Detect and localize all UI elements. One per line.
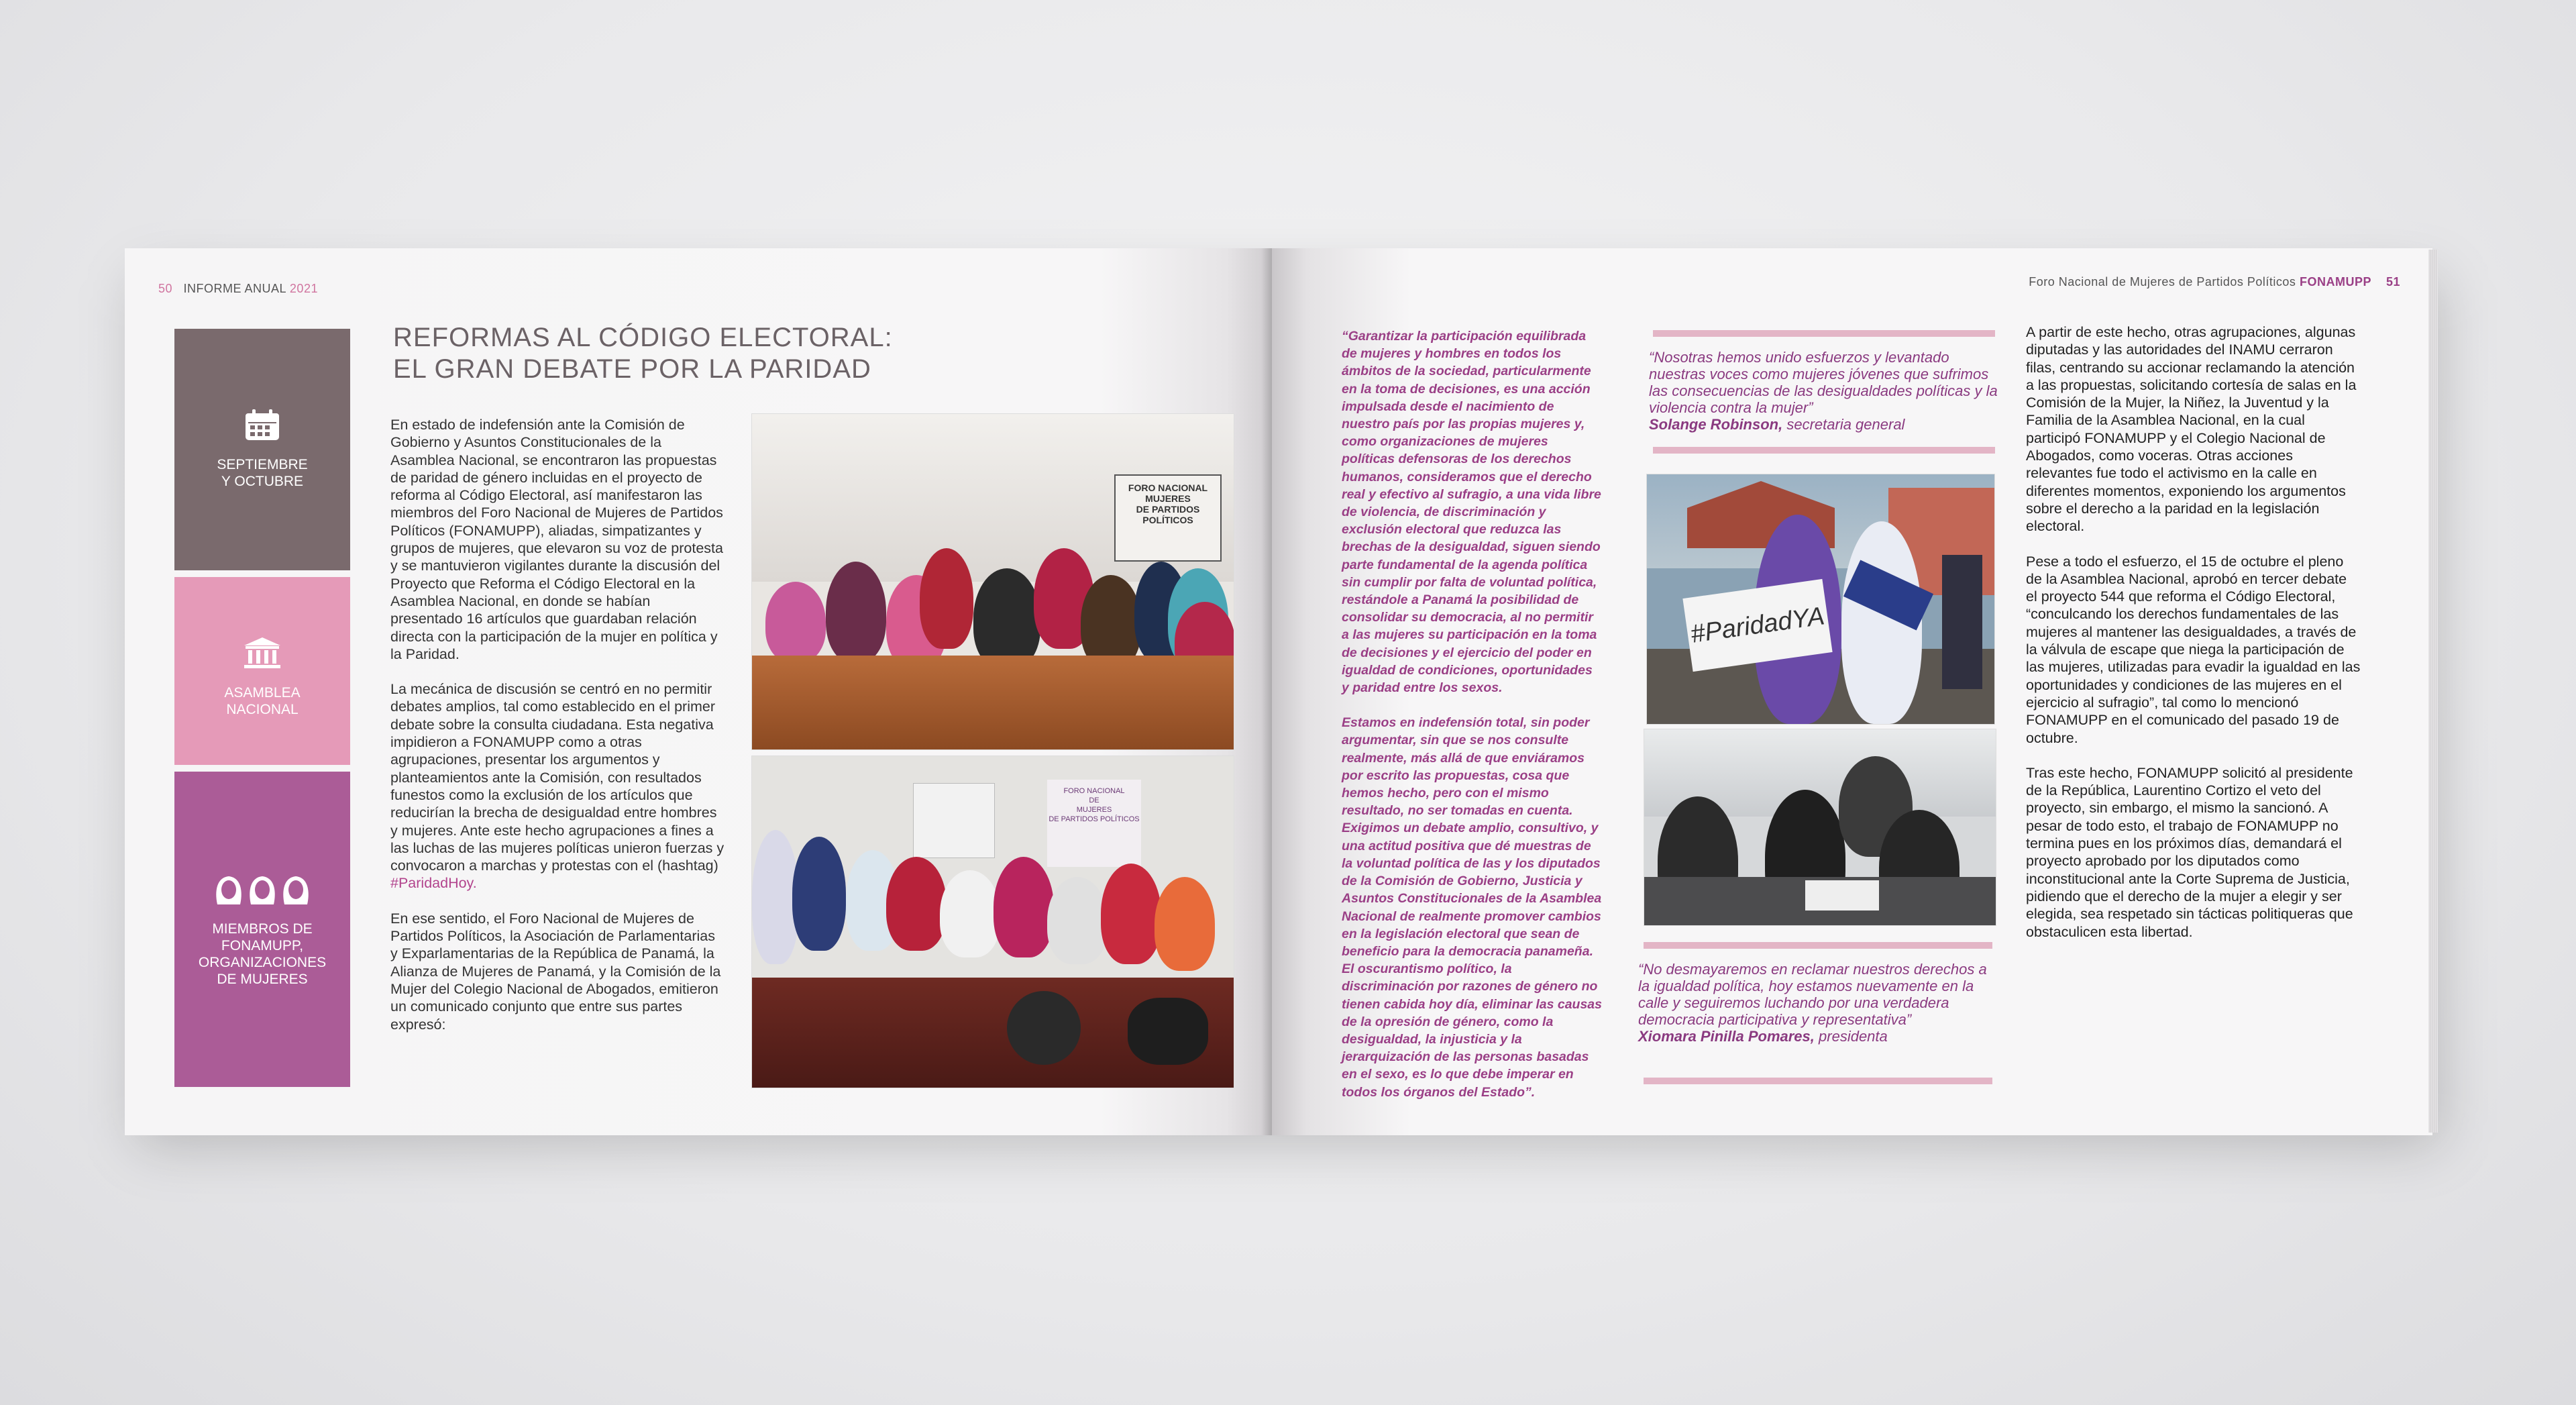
title-line-2: EL GRAN DEBATE POR LA PARIDAD xyxy=(393,354,871,384)
sidebar-participants-block xyxy=(174,772,350,1087)
hashtag-paridadhoy: #ParidadHoy. xyxy=(390,875,477,892)
paragraph-3: En ese sentido, el Foro Nacional de Mujeres de Partidos Políticos, la Asociación de Parlamentarias y Exparlamentarias de la República de Panamá, la Alianza de Mujeres de Panamá, y la Comisión de la Mujer del Colegio Nacional de Abogados, emitieron un comunicado conjunto que entre sus partes expresó: xyxy=(390,910,721,1033)
protest-photo xyxy=(1646,474,1995,725)
joint-statement-photo xyxy=(751,756,1234,1088)
institution-building-icon xyxy=(243,636,282,674)
quote2-text: “No desmayaremos en reclamar nuestros derechos a la igualdad política, hoy estamos nuevamente en la calle y seguiremos luchando por una verdadera democracia participativa y representativa” xyxy=(1638,961,1987,1028)
calendar-icon xyxy=(244,408,280,446)
sidebar-date-label: SEPTIEMBRE Y OCTUBRE xyxy=(217,457,308,489)
quote1-role: secretaria general xyxy=(1782,416,1905,433)
press-conference-photo xyxy=(751,413,1234,750)
quote2-author: Xiomara Pinilla Pomares, xyxy=(1638,1028,1815,1045)
quote2-top-rule xyxy=(1644,942,1992,949)
quote1-top-rule xyxy=(1653,330,1995,337)
paragraph-2 xyxy=(390,680,726,892)
quote2-bottom-rule xyxy=(1644,1078,1992,1084)
press-room-photo xyxy=(1644,729,1996,926)
sidebar-place-label: ASAMBLEA NACIONAL xyxy=(224,685,301,717)
column3-paragraph-1: A partir de este hecho, otras agrupaciones, algunas diputadas y las autoridades del INAMU cerraron filas, centrando su accionar reclamando la atención a las propuestas, solicitando cortesía de salas en la Comisión de la Mujer, la Niñez, la Juventud y la Familia de la Asamblea Nacional, en la cual participó FONAMUPP y el Colegio Nacional de Abogados, como voceras. Otras acciones relevantes fue todo el activismo en la calle en diferentes momentos, exponiendo los argumentos sobre el derecho a la paridad en la legislación electoral. xyxy=(2026,324,2357,535)
column3-paragraph-3: Tras este hecho, FONAMUPP solicitó al presidente de la República, Laurentino Cortizo el veto del proyecto, sin embargo, el mismo la sancionó. A pesar de todo esto, el trabajo de FONAMUPP no termina pues en los próximos días, demandará el proyecto aprobado por los diputados como inconstitucional ante la Corte Suprema de Justicia, pidiendo que el derecho de la mujer a elegir y ser elegida, sea respetado sin tácticas politiqueras que obstaculicen esta libertad. xyxy=(2026,764,2353,940)
women-group-icon xyxy=(212,872,313,910)
right-running-head xyxy=(2029,275,2400,289)
left-page-number: 50 xyxy=(158,282,173,295)
paragraph-1: En estado de indefensión ante la Comisión de Gobierno y Asuntos Constitucionales de la Asamblea Nacional, se encontraron las propuestas de paridad de género incluidas en el proyecto de reforma al Código Electoral, así manifestaron las miembros del Foro Nacional de Mujeres de Partidos Políticos (FONAMUPP), aliadas, simpatizantes y grupos de mujeres, que elevaron su voz de protesta y se mantuvieron vigilantes durante la discusión del Proyecto que Reforma el Código Electoral en la Asamblea Nacional, en donde se habían presentado 16 artículos que guardaban relación directa con la participación de la mujer en política y la Paridad. xyxy=(390,417,723,662)
statement-paragraph-1: “Garantizar la participación equilibrada de mujeres y hombres en todos los ámbitos de la sociedad, particularmente en la toma de decisiones, es una acción impulsada desde el nacimiento de nuestro país por las propias mujeres y, como organizaciones de mujeres políticas defensoras de los derechos humanos, consideramos que el derecho real y efectivo al sufragio, a una vida libre de violencia, de discriminación y exclusión electoral que reduzca las brechas de la desigualdad, siguen siendo parte fundamental de la agenda política sin cumplir por falta de voluntad política, restándole a Panamá la posibilidad de consolidar su democracia, al no permitir a las mujeres su participación en la toma de decisiones y el ejercicio del poder en igualdad de condiciones, oportunidades y paridad entre los sexos. xyxy=(1342,329,1601,696)
left-body-column xyxy=(390,416,726,1051)
sidebar-place-block xyxy=(174,577,350,765)
quote2-role: presidenta xyxy=(1814,1028,1888,1045)
quote-solange xyxy=(1649,349,1998,433)
column3-paragraph-2: Pese a todo el esfuerzo, el 15 de octubre el pleno de la Asamblea Nacional, aprobó en tercer debate el proyecto 544 que reforma el Código Electoral, “conculcando los derechos fundamentales de las mujeres al mantener las desigualdades, a través de la válvula de escape que niega la participación de las mujeres, utilizadas para evadir la igualdad en las oportunidades y condiciones de las mujeres en el ejercicio al sufragio”, tal como lo mencionó FONAMUPP en el comunicado del pasado 19 de octubre. xyxy=(2026,553,2361,746)
page-edges xyxy=(2428,250,2438,1133)
sidebar-participants-label: MIEMBROS DE FONAMUPP, ORGANIZACIONES DE MUJERES xyxy=(198,921,327,987)
photo1-foro-sign: FORO NACIONAL MUJERES DE PARTIDOS POLÍTICOS xyxy=(1114,474,1222,562)
quote1-text: “Nosotras hemos unido esfuerzos y levantado nuestras voces como mujeres jóvenes que sufrimos las consecuencias de las desigualdades políticas y la violencia contra la mujer” xyxy=(1649,349,1998,416)
forum-name-label: Foro Nacional de Mujeres de Partidos Políticos xyxy=(2029,275,2296,289)
sidebar-date-block xyxy=(174,329,350,570)
annual-report-label: INFORME ANUAL xyxy=(183,282,286,295)
title-line-1: REFORMAS AL CÓDIGO ELECTORAL: xyxy=(393,323,893,352)
joint-statement-quote xyxy=(1342,327,1603,1118)
left-running-head xyxy=(158,282,318,296)
right-page xyxy=(1272,248,2432,1135)
left-page xyxy=(125,248,1272,1135)
paragraph-2-text: La mecánica de discusión se centró en no permitir debates amplios, tal como establecido en el primer debate sobre la consulta ciudadana. Esta negativa impidieron a FONAMUPP como a otras agrupaciones, presentar los argumentos y planteamientos ante la Comisión, con resultados funestos como la exclusión de los artículos que reducirían la brecha de desigualdad entre hombres y mujeres. Ante este hecho agrupaciones a fines a las luchas de las mujeres políticas unieron fuerzas y convocaron a marchas y protestas con el (hashtag) xyxy=(390,681,724,874)
quote-xiomara xyxy=(1638,961,2000,1045)
article-title xyxy=(393,322,930,385)
statement-paragraph-2: Estamos en indefensión total, sin poder argumentar, sin que se nos consulte realmente, más allá de que enviáramos por escrito las propuestas, cosa que hemos hecho, pero con el mismo resultado, no ser tomadas en cuenta. Exigimos un debate amplio, consultivo, y una actitud positiva que dé muestras de la voluntad política de las y los diputados de la Comisión de Gobierno, Justicia y Asuntos Constitucionales de la Asamblea Nacional de realmente promover cambios en la legislación electoral que sean de beneficio para la democracia panameña. El oscurantismo político, la discriminación por razones de género no tienen cabida hoy día, eliminar las causas de la opresión de género, como la desigualdad, la injusticia y la jerarquización de las personas basadas en el sexo, es lo que debe imperar en todos los órganos del Estado”. xyxy=(1342,715,1602,1100)
report-year: 2021 xyxy=(289,282,318,295)
quote1-author: Solange Robinson, xyxy=(1649,416,1783,433)
quote1-bottom-rule xyxy=(1653,447,1995,454)
photo2-foro-sign: FORO NACIONAL DE MUJERES DE PARTIDOS POLÍTICOS xyxy=(1047,780,1141,867)
fonamupp-brand: FONAMUPP xyxy=(2299,275,2371,289)
right-body-column xyxy=(2026,323,2361,958)
right-page-number: 51 xyxy=(2385,275,2400,289)
protest-sign: #ParidadYA xyxy=(1682,579,1832,672)
